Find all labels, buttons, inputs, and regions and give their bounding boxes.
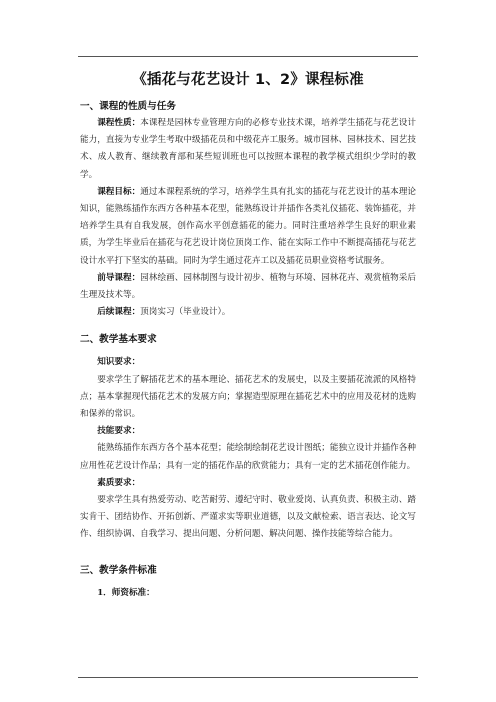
text-goal: 通过本课程系统的学习，培养学生具有扎实的插花与花艺设计的基本理论知识，能熟练插作东西方各种基本花型，能熟练设计并插作各类礼仪插花、装饰插花，并培养学生具有自我发展，创作高水平创意插花的能力。同时注重培养学生良好的职业素质，为学生毕业后在插花与花艺设计岗位顶岗工作、能在实际工作中不断提高插花与花艺设计水平打下坚实的基础。同时为学生通过花卉工以及插花员职业资格考试服务。 <box>80 186 416 266</box>
label-skill: 技能要求： <box>97 426 141 437</box>
paragraph-nature <box>80 115 416 184</box>
paragraph-prerequisite <box>80 270 416 304</box>
text-knowledge: 要求学生了解插花艺术的基本理论、插花艺术的发展史，以及主要插花流派的风格特点；基本掌握现代插花艺术的发展方向；掌握造型原理在插花艺术中的应用及花材的选购和保养的常识。 <box>80 374 416 420</box>
label-quality: 素质要求： <box>97 477 141 488</box>
text-followup: 顶岗实习（毕业设计）。 <box>140 307 231 318</box>
footer-rule <box>78 677 418 678</box>
paragraph-goal <box>80 184 416 270</box>
label-followup: 后续课程： <box>97 307 141 318</box>
label-goal: 课程目标： <box>97 186 141 197</box>
header-rule <box>78 56 418 57</box>
section-heading-nature: 一、课程的性质与任务 <box>80 101 176 112</box>
label-knowledge: 知识要求： <box>97 357 141 368</box>
section-heading-conditions: 三、教学条件标准 <box>80 564 157 576</box>
label-nature: 课程性质： <box>97 118 141 128</box>
label-prerequisite: 前导课程： <box>97 272 141 283</box>
text-quality: 要求学生具有热爱劳动、吃苦耐劳、遵纪守时、敬业爱岗、认真负责、积极主动、踏实肯干、团结协作、开拓创新、严谨求实等职业道德，以及文献检索、语言表达、论文写作、组织协调、自我学习、提出问题、分析问题、解决问题、操作技能等综合能力。 <box>80 495 416 540</box>
subheading-faculty: 1．师资标准： <box>97 587 155 598</box>
section-heading-requirements: 二、教学基本要求 <box>80 334 157 346</box>
text-skill: 能熟练插作东西方各个基本花型；能绘制绘制花艺设计图纸；能独立设计并插作各种应用性花艺设计作品；具有一定的插花作品的欣赏能力；具有一定的艺术插花创作能力。 <box>80 443 416 471</box>
text-nature: 本课程是园林专业管理方向的必修专业技术课，培养学生插花与花艺设计能力，直接为专业学生考取中级插花员和中级花卉工服务。城市园林、园林技术、园艺技术、成人教育、继续教育部和某些短训班也可以按照本课程的教学模式组织少学时的教学。 <box>80 118 416 180</box>
page-title: 《插花与花艺设计 1、2》课程标准 <box>132 72 364 88</box>
paragraph-followup <box>80 304 416 321</box>
document-body <box>80 98 416 602</box>
text-prerequisite: 园林绘画、园林制图与设计初步、植物与环境、园林花卉、观赏植物采后生理及技术等。 <box>80 272 416 301</box>
